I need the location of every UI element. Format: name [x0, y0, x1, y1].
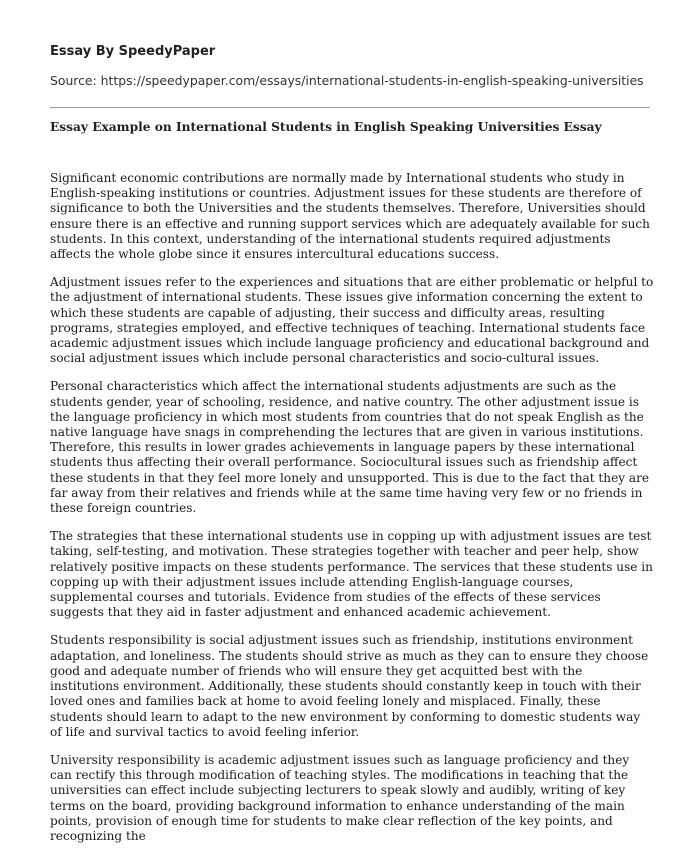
paragraph-1: Significant economic contributions are normally made by International students who study in English-speaking institutions or countries. Adjustment issues for these students are therefore of significance to both the Universities and the students themselves. Therefore, Universities should ensure there is an effective and running support services which are adequately available for such students. In this context, understanding of the international students required adjustments affects the whole globe since it ensures intercultural educations success. [50, 171, 650, 262]
paragraph-5: Students responsibility is social adjustment issues such as friendship, institutions environment adaptation, and loneliness. The students should strive as much as they can to ensure they choose good and adequate number of friends who will ensure they get acquitted best with the institutions environment. Additionally, these students should constantly keep in touch with their loved ones and families back at home to avoid feeling lonely and misplaced. Finally, these students should learn to adapt to the new environment by conforming to domestic students way of life and survival tactics to avoid feeling inferior. [50, 633, 649, 739]
paragraph-2: Adjustment issues refer to the experiences and situations that are either problematic or helpful to the adjustment of international students. These issues give information concerning the extent to which these students are capable of adjusting, their success and difficulty areas, resulting programs, strategies employed, and effective techniques of teaching. International students face academic adjustment issues which include language proficiency and educational background and social adjustment issues which include personal characteristics and socio-cultural issues. [50, 275, 654, 366]
paragraph-3: Personal characteristics which affect the international students adjustments are such as the students gender, year of schooling, residence, and native country. The other adjustment issue is the language proficiency in which most students from countries that do not speak English as the native language have snags in comprehending the lectures that are given in various institutions. Therefore, this results in lower grades achievements in language papers by these international students thus affecting their overall performance. Sociocultural issues such as friendship affect these students in that they feel more lonely and unsupported. This is due to the fact that they are far away from their relatives and friends while at the same time having very few or no friends in these foreign countries. [50, 379, 650, 516]
header-divider [50, 107, 650, 108]
source-line: Source: https://speedypaper.com/essays/international-students-in-english-speaking-universities [50, 73, 644, 88]
essay-body [50, 171, 654, 857]
brand-heading: Essay By SpeedyPaper [50, 44, 216, 59]
paragraph-4: The strategies that these international students use in copping up with adjustment issues are test taking, self-testing, and motivation. These strategies together with teacher and peer help, show relatively positive impacts on these students performance. The services that these students use in copping up with their adjustment issues include attending English-language courses, supplemental courses and tutorials. Evidence from studies of the effects of these services suggests that they aid in faster adjustment and enhanced academic achievement. [50, 529, 653, 620]
paragraph-6: University responsibility is academic adjustment issues such as language proficiency and they can rectify this through modification of teaching styles. The modifications in teaching that the universities can effect include subjecting lecturers to speak slowly and audibly, writing of key terms on the board, providing background information to enhance understanding of the main points, provision of enough time for students to make clear reflection of the key points, and recognizing the [50, 752, 630, 843]
essay-title: Essay Example on International Students in English Speaking Universities Essay [50, 120, 602, 134]
